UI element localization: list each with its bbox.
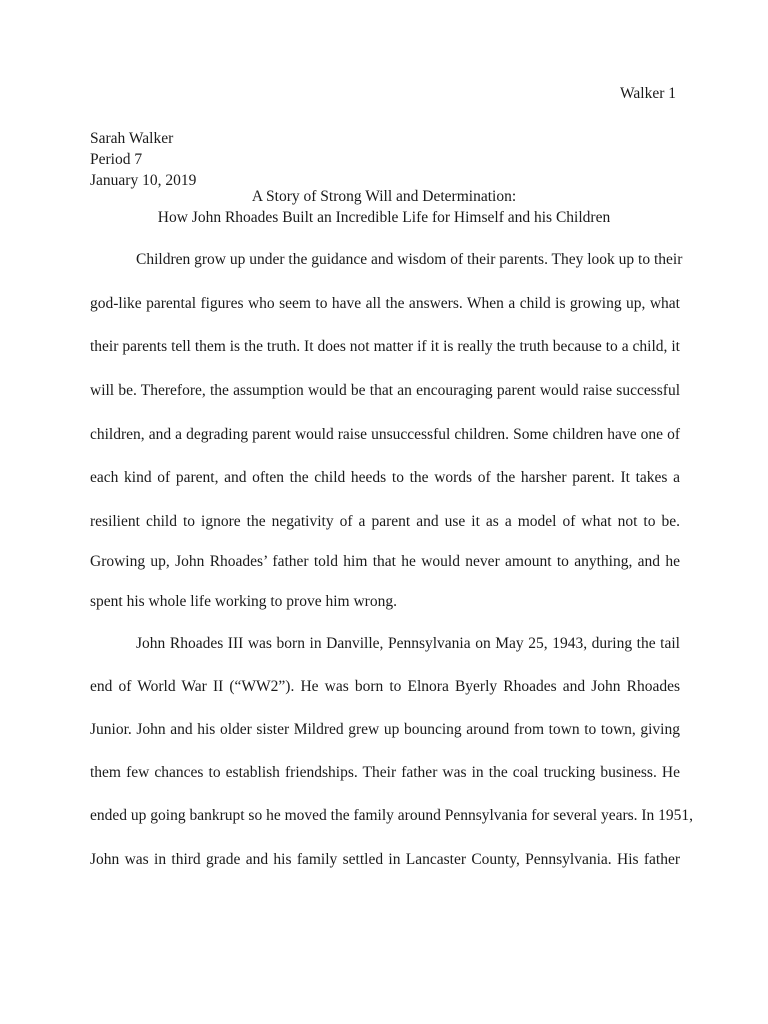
body-line: will be. Therefore, the assumption would be that an encouraging parent would raise successful: [90, 382, 680, 399]
class-period: Period 7: [90, 151, 143, 168]
author-name: Sarah Walker: [90, 130, 174, 147]
body-line: god-like parental figures who seem to have all the answers. When a child is growing up, what: [90, 295, 680, 312]
body-line: Junior. John and his older sister Mildred grew up bouncing around from town to town, giving: [90, 721, 680, 738]
body-line: each kind of parent, and often the child heeds to the words of the harsher parent. It takes a: [90, 469, 680, 486]
body-line: spent his whole life working to prove him wrong.: [90, 593, 397, 610]
body-line: their parents tell them is the truth. It does not matter if it is really the truth because to a child, it: [90, 338, 680, 355]
page-header-number: Walker 1: [620, 85, 676, 102]
title-line-1: A Story of Strong Will and Determination:: [251, 188, 517, 205]
body-line: ended up going bankrupt so he moved the family around Pennsylvania for several years. In 1951,: [90, 807, 694, 824]
body-line: children, and a degrading parent would raise unsuccessful children. Some children have one of: [90, 426, 680, 443]
document-date: January 10, 2019: [90, 172, 197, 189]
body-line: John Rhoades III was born in Danville, Pennsylvania on May 25, 1943, during the tail: [136, 635, 680, 652]
body-line: John was in third grade and his family settled in Lancaster County, Pennsylvania. His father: [90, 851, 680, 868]
body-line: resilient child to ignore the negativity of a parent and use it as a model of what not to be.: [90, 513, 680, 530]
body-line: Children grow up under the guidance and wisdom of their parents. They look up to their: [136, 251, 683, 268]
body-line: them few chances to establish friendships. Their father was in the coal trucking business. He: [90, 764, 680, 781]
essay-title: [90, 186, 678, 228]
title-line-2: How John Rhoades Built an Incredible Life for Himself and his Children: [157, 209, 611, 226]
body-line: end of World War II (“WW2”). He was born to Elnora Byerly Rhoades and John Rhoades: [90, 678, 680, 695]
body-line: Growing up, John Rhoades’ father told him that he would never amount to anything, and he: [90, 553, 680, 570]
mla-heading: [90, 128, 196, 191]
